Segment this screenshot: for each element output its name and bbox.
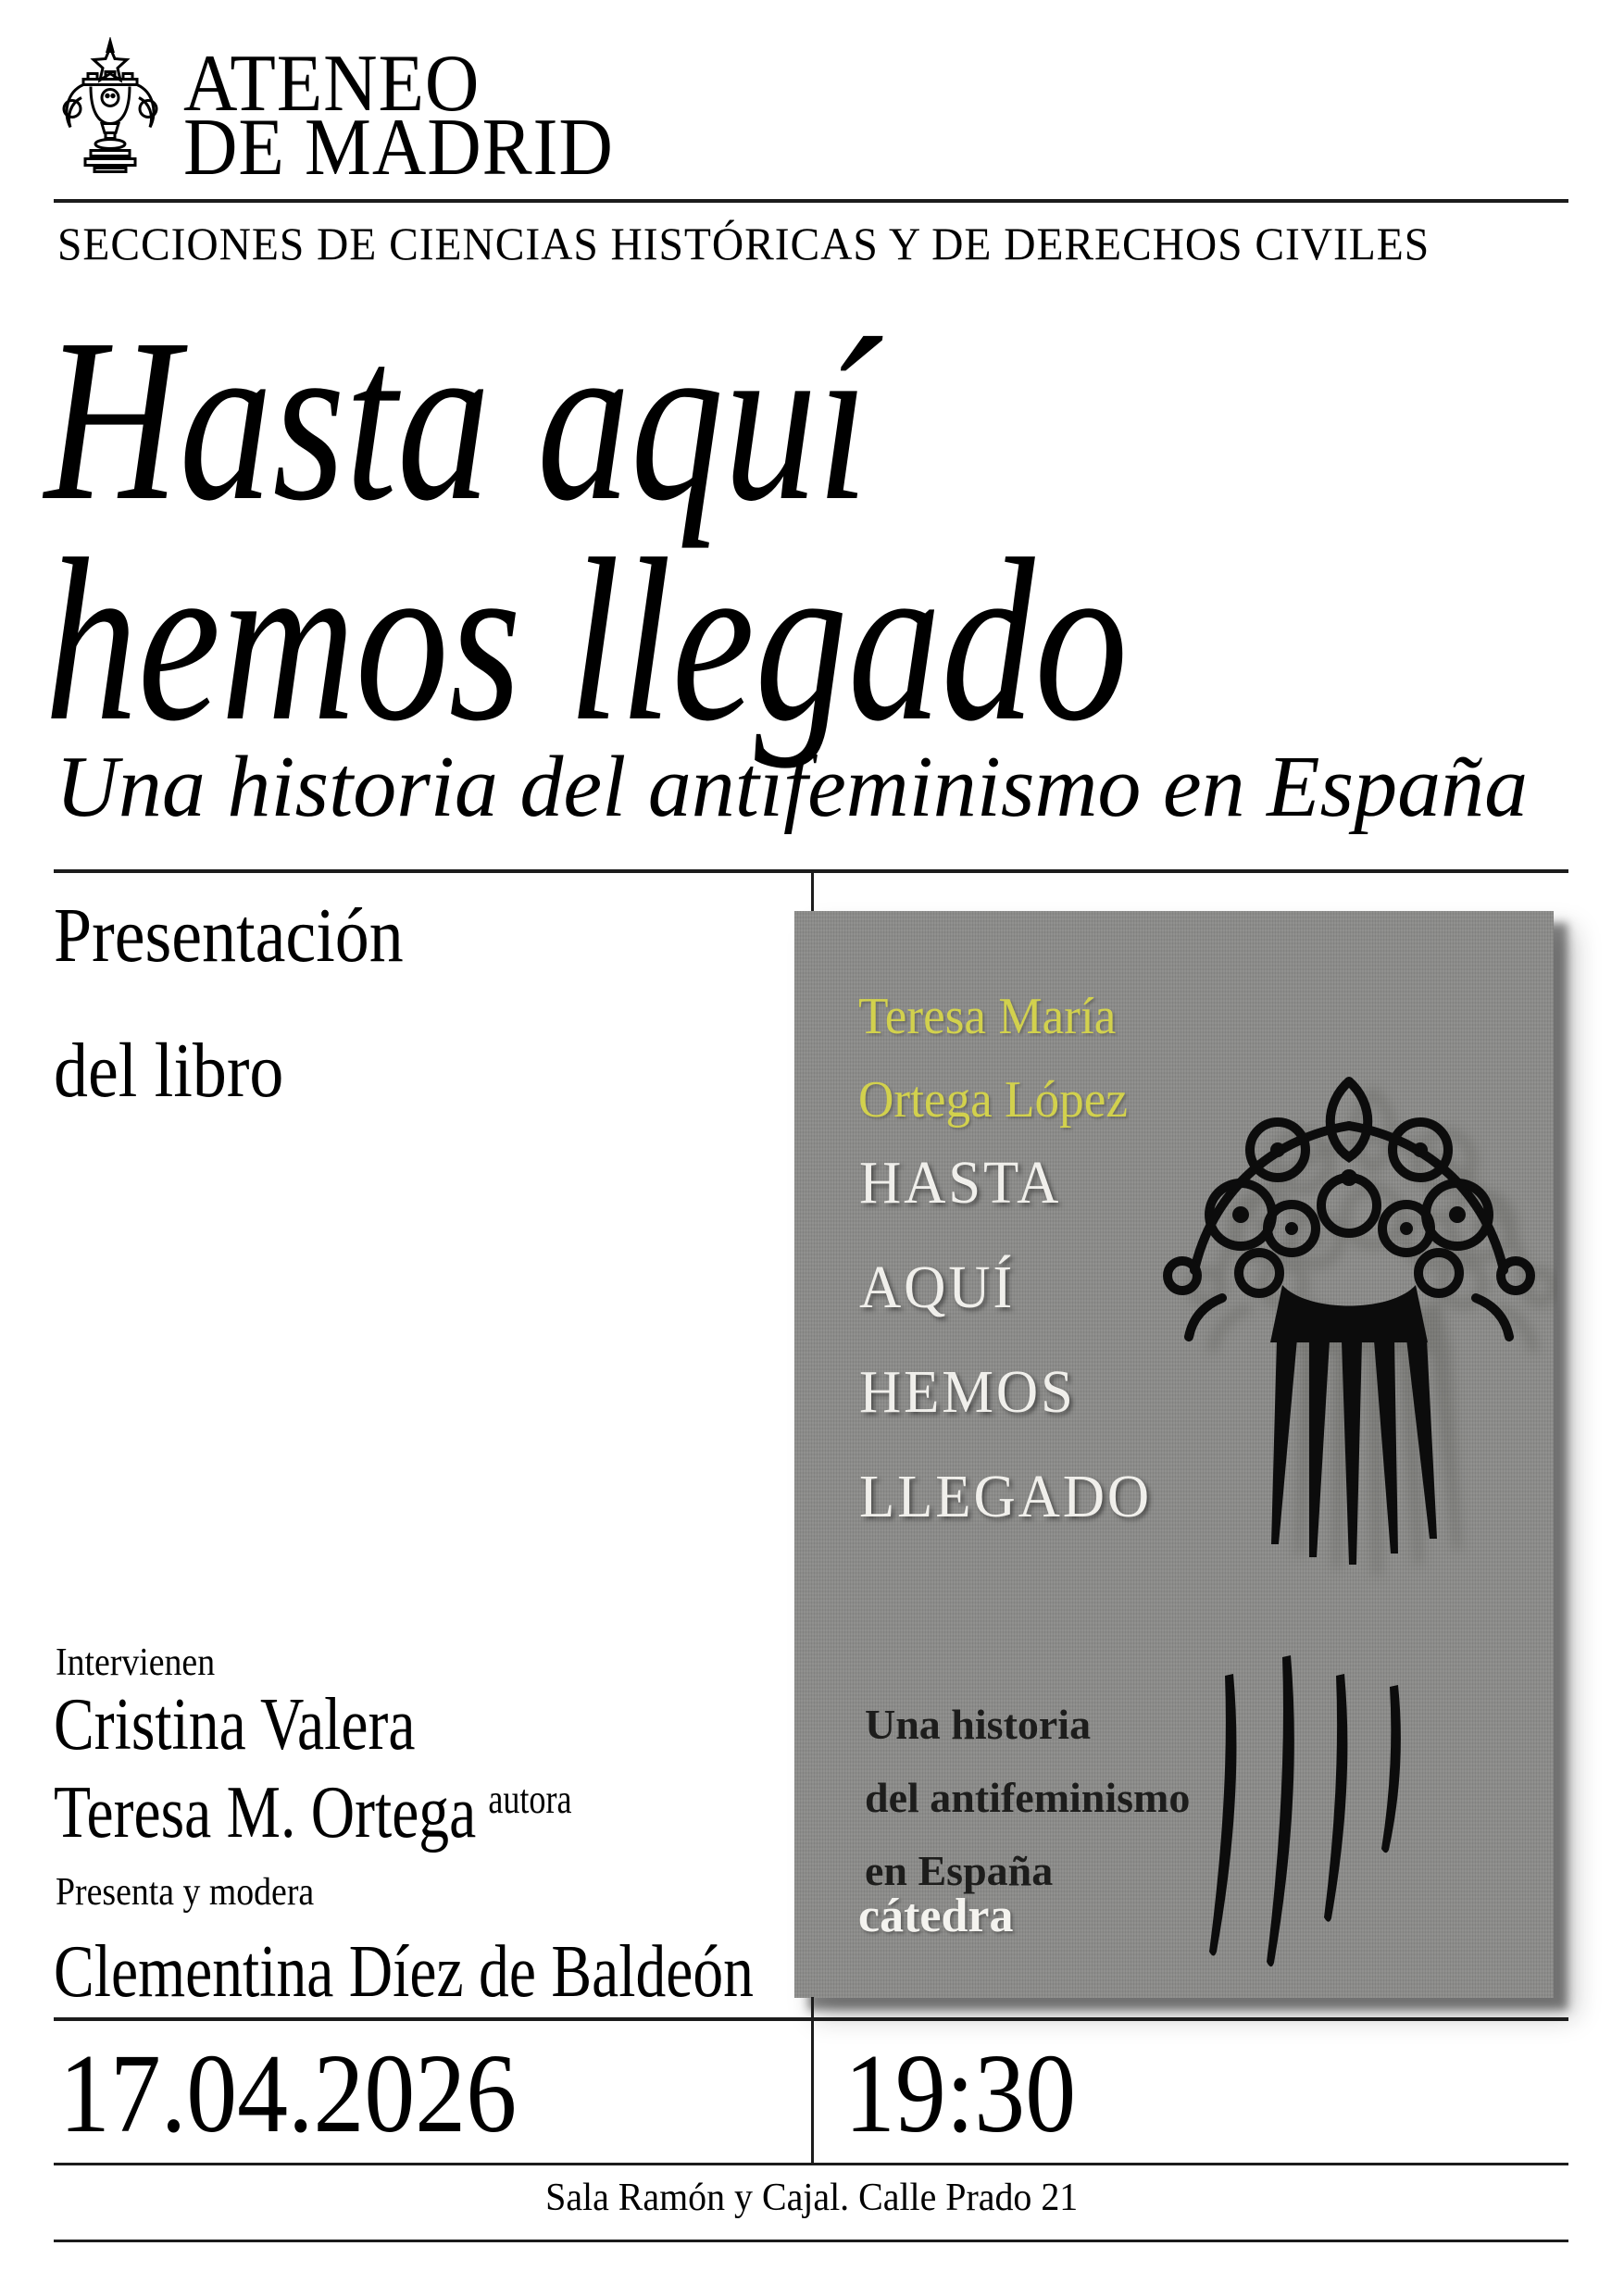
column-divider-upper xyxy=(811,871,814,914)
cover-author-line1: Teresa María xyxy=(858,988,1117,1045)
cover-title-line: HASTA xyxy=(859,1149,1062,1217)
cover-subtitle-line: del antifeminismo xyxy=(865,1774,1191,1821)
main-subtitle: Una historia del antifeminismo en España xyxy=(56,739,1529,835)
footer-divider-bottom xyxy=(54,2240,1568,2242)
speakers-label: Intervienen xyxy=(56,1641,216,1684)
event-venue: Sala Ramón y Cajal. Calle Prado 21 xyxy=(545,2177,1079,2219)
speaker-name: Teresa M. Ortega $^{autora}$ xyxy=(54,1772,572,1853)
main-title-line2: hemos llegado xyxy=(44,510,1129,769)
cover-subtitle-line: Una historia xyxy=(865,1701,1092,1748)
event-time: 19:30 xyxy=(844,2031,1077,2156)
cover-author-line2: Ortega López xyxy=(858,1071,1128,1129)
event-type-line2: del libro xyxy=(54,1028,284,1114)
footer-divider-middle xyxy=(54,2163,1568,2165)
cover-title-line: AQUÍ xyxy=(859,1254,1016,1321)
header-divider xyxy=(54,199,1568,203)
moderator-label: Presenta y modera xyxy=(56,1871,315,1914)
cover-publisher-logo: cátedra xyxy=(858,1890,1014,1942)
event-type-line1: Presentación xyxy=(54,892,404,979)
book-cover xyxy=(794,911,1554,1998)
event-date: 17.04.2026 xyxy=(59,2031,518,2156)
moderator-name: Clementina Díez de Baldeón xyxy=(54,1931,754,2013)
main-title-line1: Hasta aquí xyxy=(44,290,869,549)
claw-scratches-icon xyxy=(1209,1655,1401,1966)
cover-subtitle-line: en España xyxy=(865,1847,1054,1894)
peineta-comb-icon xyxy=(1093,1037,1557,1981)
org-name-line2: DE MADRID xyxy=(183,103,614,193)
cover-title-line: LLEGADO xyxy=(859,1463,1152,1530)
speaker-name: Cristina Valera xyxy=(54,1684,416,1766)
sections-banner: SECCIONES DE CIENCIAS HISTÓRICAS Y DE DERECHOS CIVILES xyxy=(57,218,1430,269)
speaker-note: autora xyxy=(488,1777,572,1822)
org-name-line1: ATENEO xyxy=(183,39,481,129)
date-time-divider xyxy=(811,1997,814,2165)
ateneo-emblem-icon xyxy=(57,37,164,176)
cover-title-line: HEMOS xyxy=(859,1358,1076,1426)
